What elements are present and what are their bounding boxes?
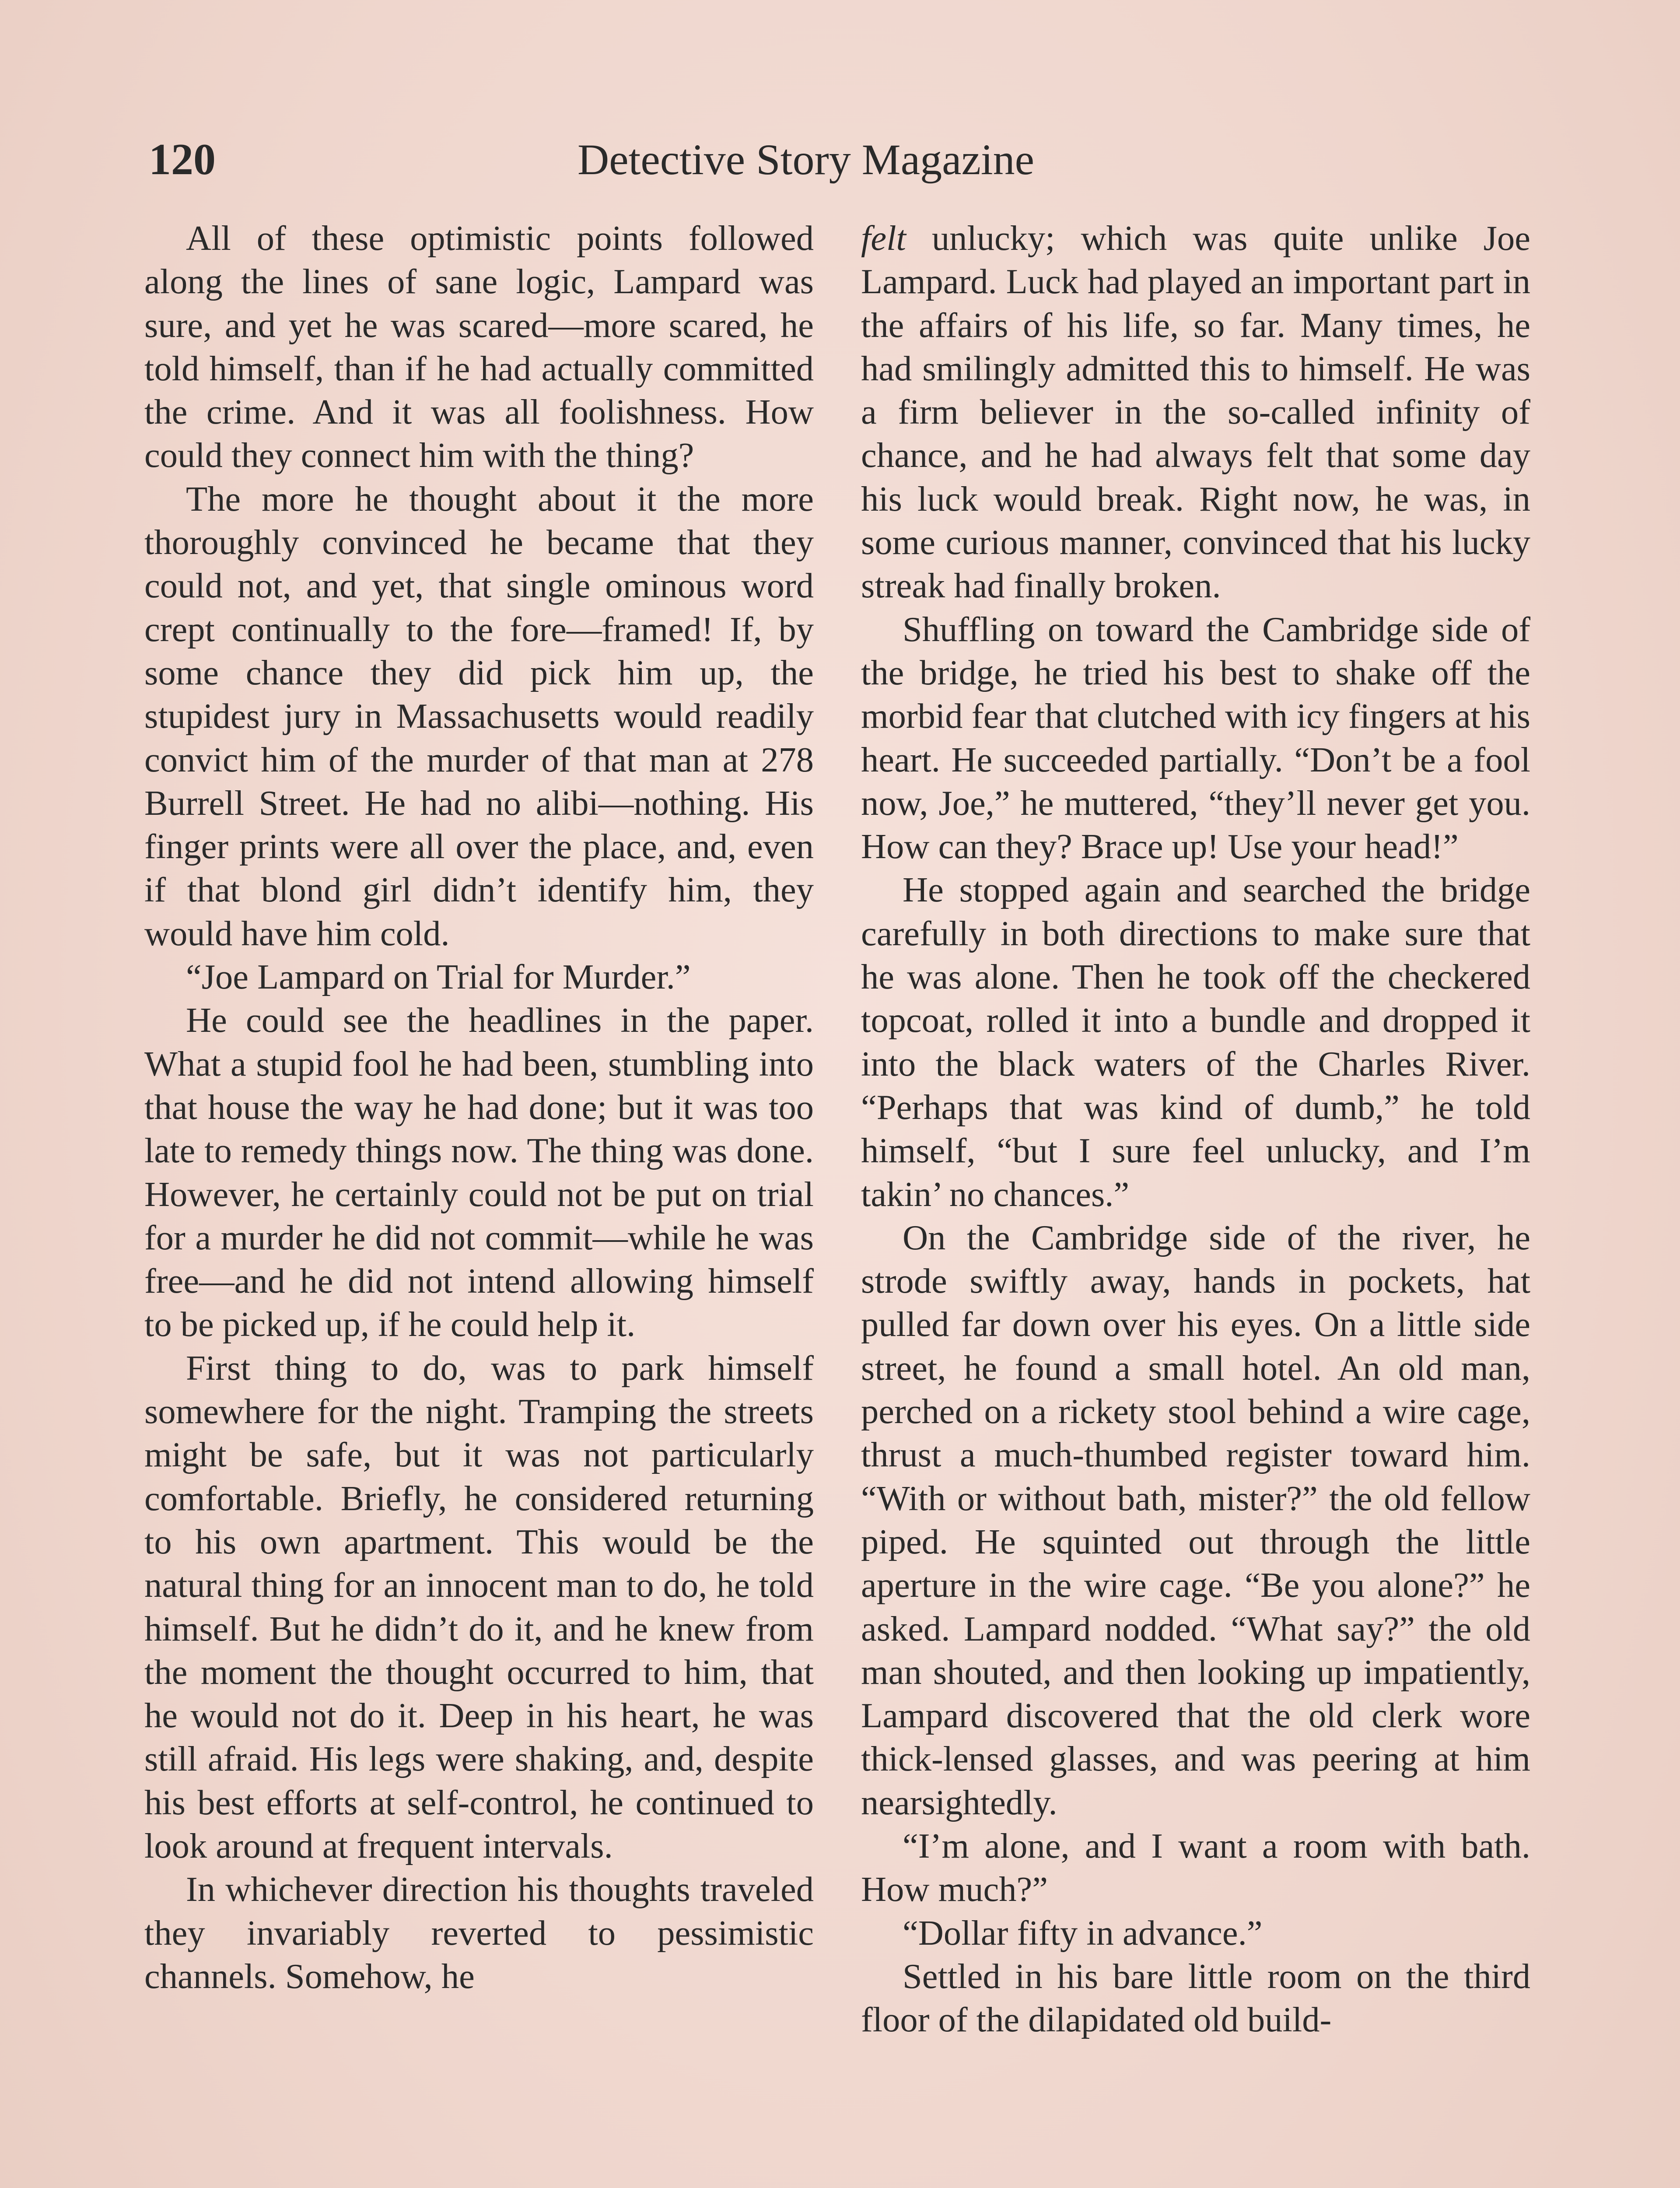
paragraph: “Dollar fifty in advance.” [903,1913,1263,1953]
paragraph: Settled in his bare little room on the third floor of the dilapidated old build- [861,1957,1530,2040]
paragraph: “I’m alone, and I want a room with bath. How much?” [861,1826,1530,1909]
paragraph: He could see the headlines in the paper. What a stupid fool he had been, stumbling into that house the way he had done; but it was too late to remedy things now. The thing was done. However, he certainly could not be put on trial for a murder he did not commit—while he was free—and he did not intend allowing himself to be picked up, if he could help it. [144,1001,814,1344]
italic-word: felt [861,219,906,258]
paragraph: All of these optimistic points followed along the lines of sane logic, Lampard was sure, and yet he was scared—more scared, he told himself, than if he had actually committed the crime. And it was all foolishness. How could they connect him with the thing? [144,219,814,475]
right-column [861,217,1530,2041]
paragraph: “Joe Lampard on Trial for Murder.” [186,957,691,997]
paragraph: He stopped again and searched the bridge carefully in both directions to make sure that he was alone. Then he took off the checkered topcoat, rolled it into a bundle and dropped it into the black waters of the Charles River. “Perhaps that was kind of dumb,” he told himself, “but I sure feel unlucky, and I’m takin’ no chances.” [861,870,1530,1214]
paragraph: Shuffling on toward the Cambridge side of the bridge, he tried his best to shake off the morbid fear that clutched with icy fingers at his heart. He succeeded partially. “Don’t be a fool now, Joe,” he muttered, “they’ll never get you. How can they? Brace up! Use your head!” [861,610,1530,866]
running-title: Detective Story Magazine [578,135,1035,184]
left-column [144,217,814,1998]
paragraph: The more he thought about it the more thoroughly convinced he became that they could not, and yet, that single ominous word crept continually to the fore—framed! If, by some chance they did pick him up, the stupidest jury in Massachusetts would readily convict him of the murder of that man at 278 Burrell Street. He had no alibi—nothing. His finger prints were all over the place, and, even if that blond girl didn’t identify him, they would have him cold. [144,479,814,953]
paragraph: On the Cambridge side of the river, he strode swiftly away, hands in pockets, hat pulled far down over his eyes. On a little side street, he found a small hotel. An old man, perched on a rickety stool behind a wire cage, thrust a much-thumbed register toward him. “With or without bath, mister?” the old fellow piped. He squinted out through the little aperture in the wire cage. “Be you alone?” he asked. Lampard nodded. “What say?” the old man shouted, and then looking up impatiently, Lampard discovered that the old clerk wore thick-lensed glasses, and was peering at him nearsightedly. [861,1218,1530,1822]
page-number: 120 [149,135,216,184]
continued-text: unlucky; which was quite unlike Joe Lampard. Luck had played an important part in the affairs of his life, so far. Many times, he had smilingly admitted this to himself. He was a firm believer in the so-called infinity of chance, and he had always felt that some day his luck would break. Right now, he was, in some curious manner, convinced that his lucky streak had finally broken. [861,219,1530,606]
page-header [149,127,1111,193]
paragraph: First thing to do, was to park himself somewhere for the night. Tramping the streets might be safe, but it was not particularly comfortable. Briefly, he considered returning to his own apartment. This would be the natural thing for an innocent man to do, he told himself. But he didn’t do it, and he knew from the moment the thought occurred to him, that he would not do it. Deep in his heart, he was still afraid. His legs were shaking, and, despite his best efforts at self-control, he continued to look around at frequent intervals. [144,1348,814,1865]
paragraph: In whichever direction his thoughts traveled they invariably reverted to pessimistic channels. Somehow, he [144,1870,814,1996]
continued-paragraph [861,217,1530,608]
